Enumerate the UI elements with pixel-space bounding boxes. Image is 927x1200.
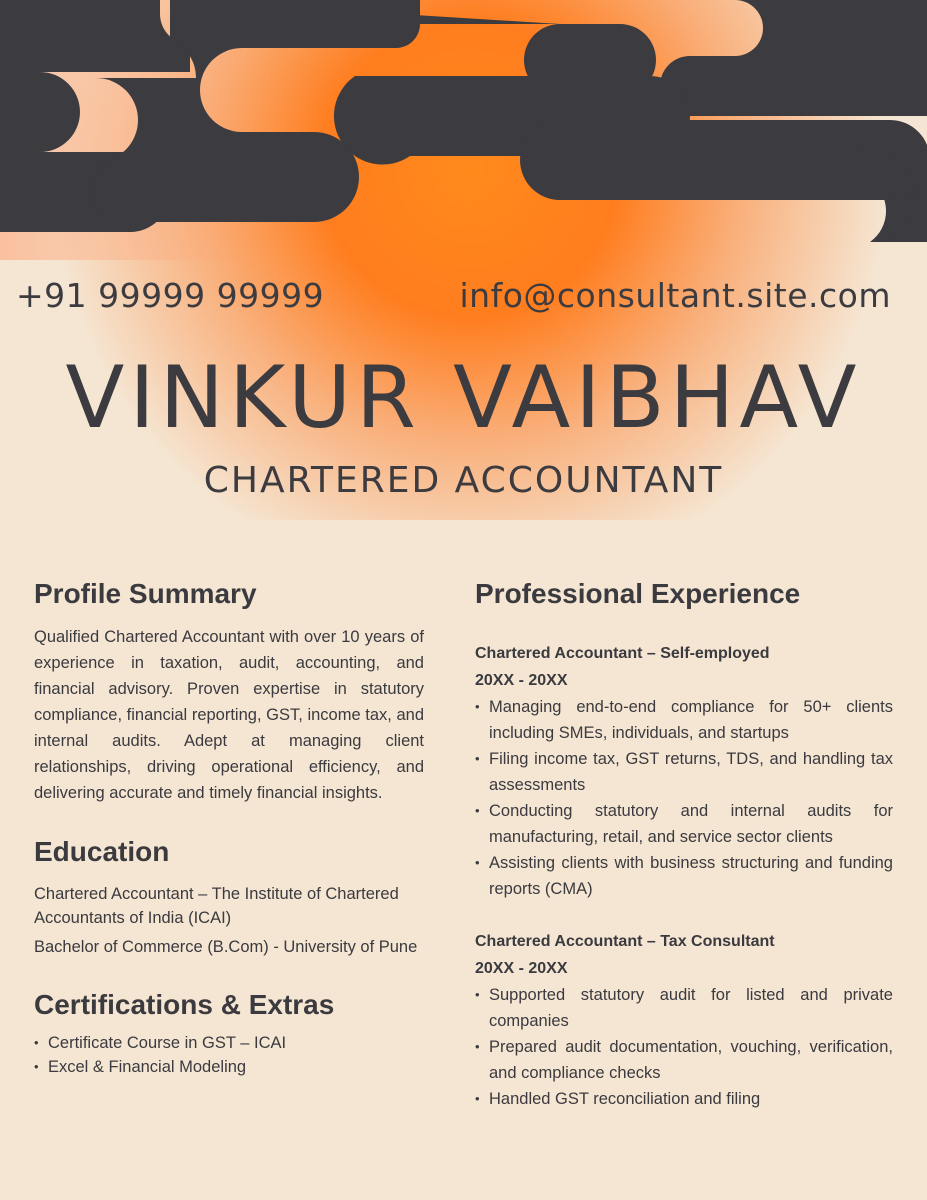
education-item: Chartered Accountant – The Institute of Chartered Accountants of India (ICAI) <box>34 885 399 927</box>
job-bullet: • Filing income tax, GST returns, TDS, and handling tax assessments <box>475 746 893 798</box>
candidate-name: VINKUR VAIBHAV <box>65 348 862 448</box>
education-section <box>34 836 424 959</box>
profile-section <box>34 578 424 806</box>
phone-number: +91 99999 99999 <box>16 276 325 315</box>
job-entry <box>475 640 893 902</box>
job-bullet: • Supported statutory audit for listed and private companies <box>475 982 893 1034</box>
certification-item: • Excel & Financial Modeling <box>34 1055 424 1079</box>
job-bullet: • Prepared audit documentation, vouching, verification, and compliance checks <box>475 1034 893 1086</box>
job-bullet: • Handled GST reconciliation and filing <box>475 1086 893 1112</box>
left-column <box>34 578 424 1103</box>
certification-item: • Certificate Course in GST – ICAI <box>34 1031 424 1055</box>
job-title: Chartered Accountant – Tax Consultant <box>475 933 775 950</box>
job-bullet: • Conducting statutory and internal audits for manufacturing, retail, and service sector clients <box>475 798 893 850</box>
job-dates: 20XX - 20XX <box>475 672 568 689</box>
education-heading: Education <box>34 836 170 867</box>
email-address: info@consultant.site.com <box>459 276 891 315</box>
certifications-section <box>34 989 424 1079</box>
job-title: Chartered Accountant – Self-employed <box>475 645 770 662</box>
profile-text: Qualified Chartered Accountant with over 10 years of experience in taxation, audit, accounting, and financial advisory. Proven expertise in statutory compliance, financial reporting, GST, income tax, and internal audits. Adept at managing client relationships, driving operational efficiency, and delivering accurate and timely financial insights. <box>34 628 424 802</box>
job-entry <box>475 928 893 1112</box>
job-bullet: • Managing end-to-end compliance for 50+ clients including SMEs, individuals, and startups <box>475 694 893 746</box>
profile-heading: Profile Summary <box>34 578 257 609</box>
experience-heading: Professional Experience <box>475 578 801 609</box>
education-item: Bachelor of Commerce (B.Com) - University of Pune <box>34 938 418 956</box>
candidate-role: CHARTERED ACCOUNTANT <box>203 460 724 501</box>
certifications-heading: Certifications & Extras <box>34 989 335 1020</box>
job-bullet: • Assisting clients with business structuring and funding reports (CMA) <box>475 850 893 902</box>
job-dates: 20XX - 20XX <box>475 960 568 977</box>
right-column <box>475 578 893 1138</box>
